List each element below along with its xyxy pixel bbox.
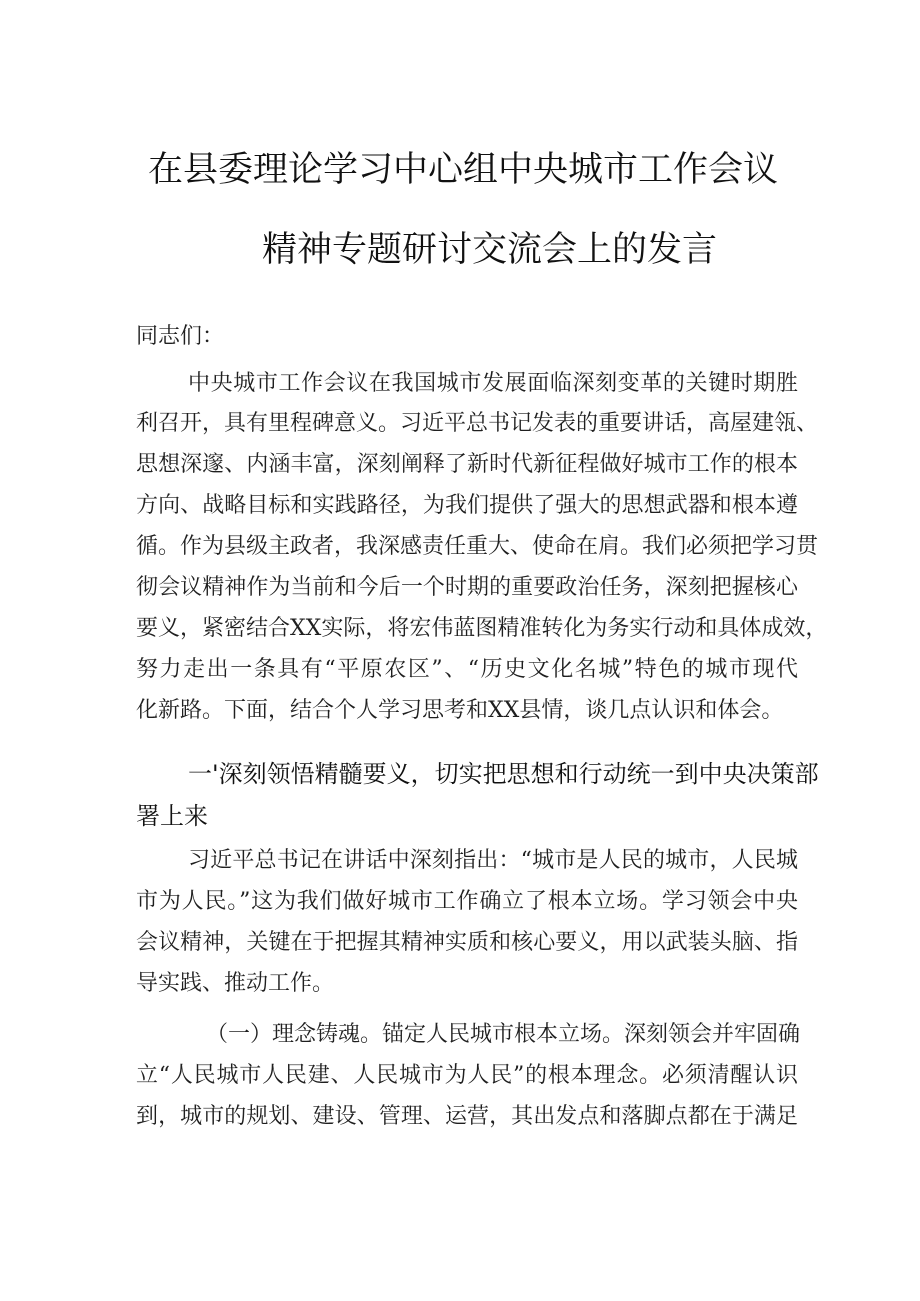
subsection-paragraph-line: （一）理念铸魂。锚定人民城市根本立场。深刻领会并牢固确: [206, 1022, 801, 1047]
intro-line: 努力走出一条具有“平原农区”、“历史文化名城”特色的城市现代: [136, 657, 798, 682]
document-title-line-1: 在县委理论学习中心组中央城市工作会议: [148, 150, 779, 190]
intro-line: 思想深邃、内涵丰富，深刻阐释了新时代新征程做好城市工作的根本: [136, 452, 798, 477]
intro-line: 彻会议精神作为当前和今后一个时期的重要政治任务，深刻把握核心: [136, 575, 798, 600]
document-title-line-2: 精神专题研讨交流会上的发言: [262, 230, 718, 270]
section-paragraph-line: 习近平总书记在讲话中深刻指出：“城市是人民的城市，人民城: [188, 848, 798, 873]
intro-line: 要义，紧密结合XX实际，将宏伟蓝图精准转化为务实行动和具体成效，: [136, 616, 828, 641]
intro-line: 方向、战略目标和实践路径，为我们提供了强大的思想武器和根本遵: [136, 493, 798, 518]
subsection-paragraph-line: 到，城市的规划、建设、管理、运营，其出发点和落脚点都在于满足: [136, 1104, 798, 1129]
section-paragraph-line: 市为人民。”这为我们做好城市工作确立了根本立场。学习领会中央: [136, 889, 798, 914]
intro-line: 循。作为县级主政者，我深感责任重大、使命在肩。我们必须把学习贯: [136, 534, 819, 559]
section-heading-line-1: 一'深刻领悟精髓要义，切实把思想和行动统一到中央决策部: [188, 760, 819, 788]
intro-line: 中央城市工作会议在我国城市发展面临深刻变革的关键时期胜: [188, 371, 798, 396]
section-paragraph-line: 会议精神，关键在于把握其精神实质和核心要义，用以武装头脑、指: [136, 930, 798, 955]
section-heading-line-2: 署上来: [136, 802, 208, 830]
subsection-paragraph-line: 立“人民城市人民建、人民城市为人民”的根本理念。必须清醒认识: [136, 1063, 798, 1088]
salutation: 同志们：: [136, 324, 225, 349]
section-paragraph-line: 导实践、推动工作。: [136, 971, 335, 996]
intro-line: 化新路。下面，结合个人学习思考和XX县情，谈几点认识和体会。: [136, 698, 784, 723]
intro-line: 利召开，具有里程碑意义。习近平总书记发表的重要讲话，高屋建瓴、: [136, 411, 819, 436]
